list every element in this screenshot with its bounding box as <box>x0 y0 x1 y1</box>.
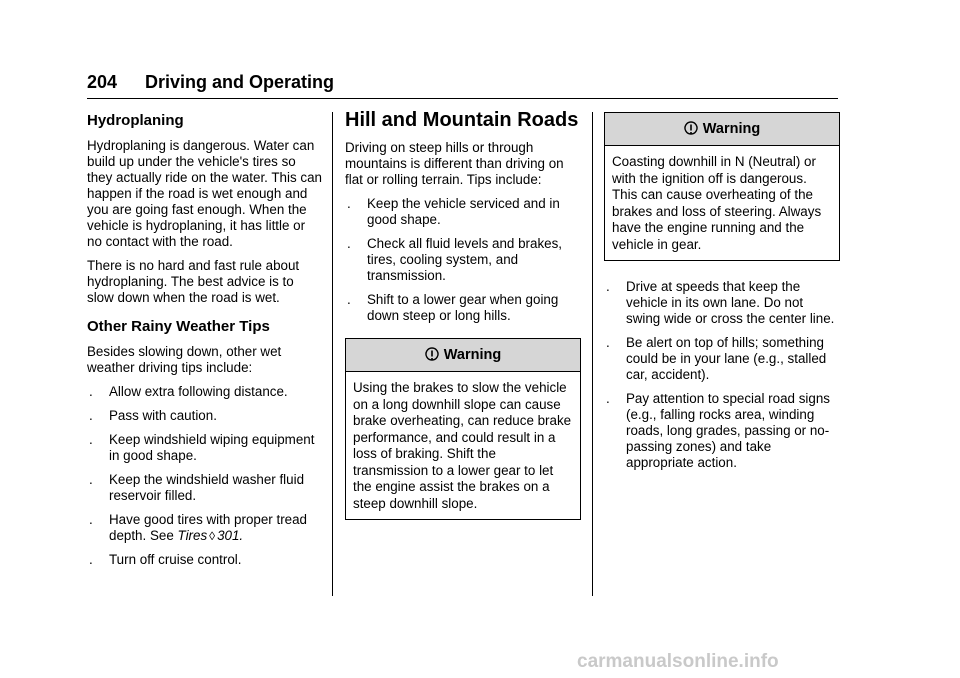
warning-text: Coasting downhill in N (Neutral) or with the ignition off is dangerous. This can cause overheating of the brakes and loss of steering. Always have the engine running and the vehicle in gear. <box>612 154 822 252</box>
warning-header <box>346 339 580 372</box>
list-item: . Pay attention to special road signs (e.g., falling rocks area, winding roads, long grades, passing or no-passing zones) and take appropriate action. <box>606 391 830 470</box>
cross-reference-icon: ◊ <box>209 529 216 543</box>
rainy-tips-intro: Besides slowing down, other wet weather driving tips include: <box>87 344 282 375</box>
bullet: . <box>606 391 610 406</box>
list-item: . Pass with caution. <box>89 408 217 423</box>
column-divider <box>332 112 333 596</box>
list-item: . Drive at speeds that keep the vehicle in its own lane. Do not swing wide or cross the center line. <box>606 279 835 326</box>
rainy-tips-heading: Other Rainy Weather Tips <box>87 318 270 335</box>
bullet: . <box>89 512 93 527</box>
hill-roads-heading: Hill and Mountain Roads <box>345 109 579 131</box>
column-1 <box>87 108 323 576</box>
page-header <box>87 70 838 100</box>
section-title: Driving and Operating <box>145 72 335 92</box>
bullet: . <box>89 408 93 423</box>
bullet: . <box>89 384 93 399</box>
list-item: . Turn off cruise control. <box>89 552 242 567</box>
watermark: carmanualsonline.info <box>577 651 779 672</box>
rainy-tips-list <box>87 384 323 568</box>
hydroplaning-paragraph-2: There is no hard and fast rule about hydroplaning. The best advice is to slow down when the road is wet. <box>87 258 300 305</box>
bullet: . <box>347 292 351 307</box>
hill-tips-list-continued <box>604 279 840 471</box>
hill-tips-list <box>345 196 581 324</box>
hydroplaning-heading: Hydroplaning <box>87 112 184 129</box>
warning-header <box>605 113 839 146</box>
bullet: . <box>89 472 93 487</box>
tires-page-ref[interactable]: 301. <box>217 528 244 543</box>
tires-link[interactable]: Tires <box>177 528 208 543</box>
warning-box <box>604 112 840 261</box>
bullet: . <box>89 432 93 447</box>
column-2 <box>345 108 581 534</box>
page-number: 204 <box>87 72 118 92</box>
list-item: . Be alert on top of hills; something could be in your lane (e.g., stalled car, accident). <box>606 335 827 382</box>
warning-title: Warning <box>702 121 761 137</box>
warning-title: Warning <box>443 347 502 363</box>
list-item: . Allow extra following distance. <box>89 384 288 399</box>
bullet: . <box>347 196 351 211</box>
bullet: . <box>347 236 351 251</box>
bullet: . <box>606 279 610 294</box>
list-item: . Keep the vehicle serviced and in good shape. <box>347 196 560 227</box>
bullet: . <box>89 552 93 567</box>
column-3 <box>604 104 840 479</box>
column-divider <box>592 112 593 596</box>
header-rule <box>87 98 838 99</box>
list-item: . Shift to a lower gear when going down steep or long hills. <box>347 292 559 323</box>
list-item: . Check all fluid levels and brakes, tires, cooling system, and transmission. <box>347 236 563 283</box>
hydroplaning-paragraph-1: Hydroplaning is dangerous. Water can build up under the vehicle's tires so they actually ride on the water. This can happen if the road is wet enough and you are going fast enough. When the vehicle is hydroplaning, it has little or no contact with the road. <box>87 138 322 249</box>
bullet: . <box>606 335 610 350</box>
hill-roads-intro: Driving on steep hills or through mountains is different than driving on flat or rolling terrain. Tips include: <box>345 140 564 187</box>
list-item: . Keep windshield wiping equipment in good shape. <box>89 432 315 463</box>
warning-icon <box>684 121 698 137</box>
warning-icon <box>425 347 439 363</box>
list-item: . Have good tires with proper tread depth. See Tires ◊ 301. <box>89 512 307 543</box>
list-item: . Keep the windshield washer fluid reservoir filled. <box>89 472 305 503</box>
warning-box <box>345 338 581 520</box>
warning-text: Using the brakes to slow the vehicle on a long downhill slope can cause brake overheating, can reduce brake performance, and could result in a loss of braking. Shift the transmission to a lower gear to let the engine assist the brakes on a steep downhill slope. <box>353 380 572 511</box>
